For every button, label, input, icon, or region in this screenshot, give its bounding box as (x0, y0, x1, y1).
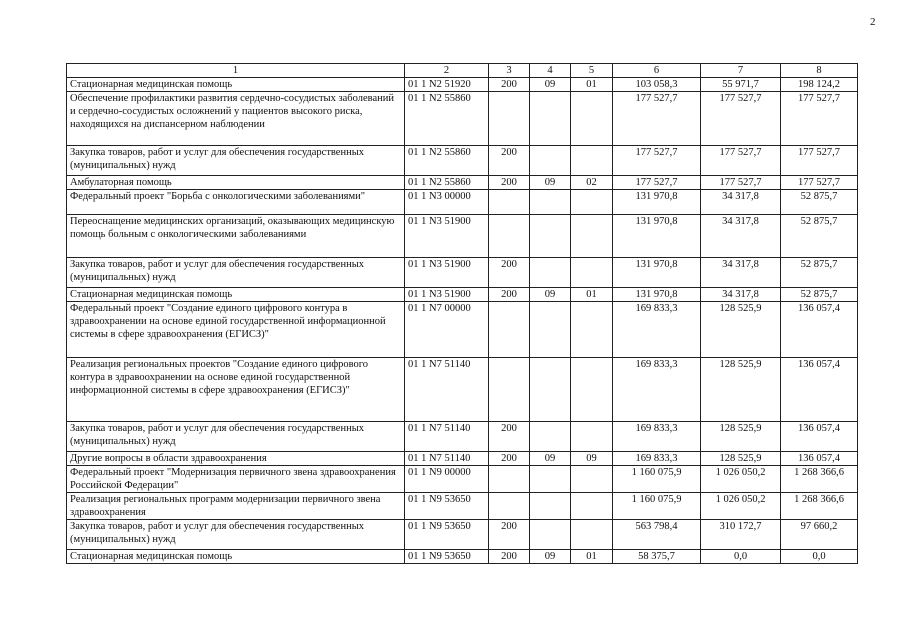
row-year3-cell: 0,0 (781, 550, 858, 564)
row-year1-cell: 177 527,7 (613, 146, 701, 176)
row-csr-cell: 01 1 N3 51900 (405, 215, 489, 258)
row-year1-cell: 169 833,3 (613, 302, 701, 358)
table-row (67, 146, 858, 176)
row-year1-cell: 131 970,8 (613, 258, 701, 288)
row-year3-cell: 52 875,7 (781, 258, 858, 288)
row-name-cell: Закупка товаров, работ и услуг для обеспечения государственных (муниципальных) нужд (67, 422, 405, 452)
row-year3-cell: 52 875,7 (781, 215, 858, 258)
row-csr-cell: 01 1 N3 00000 (405, 190, 489, 215)
header-cell: 4 (530, 64, 571, 78)
row-year3-cell: 1 268 366,6 (781, 493, 858, 520)
row-year2-cell: 34 317,8 (701, 215, 781, 258)
row-csr-cell: 01 1 N9 53650 (405, 493, 489, 520)
row-year1-cell: 131 970,8 (613, 288, 701, 302)
row-pr-cell (571, 146, 613, 176)
row-year3-cell: 136 057,4 (781, 302, 858, 358)
row-vr-cell (489, 493, 530, 520)
row-csr-cell: 01 1 N3 51900 (405, 258, 489, 288)
table-row (67, 422, 858, 452)
table-row (67, 190, 858, 215)
row-name-cell: Федеральный проект "Создание единого цифрового контура в здравоохранении на основе единой государственной информационной системы в сфере здравоохранения (ЕГИСЗ)" (67, 302, 405, 358)
row-name-cell: Закупка товаров, работ и услуг для обеспечения государственных (муниципальных) нужд (67, 146, 405, 176)
row-name-cell: Переоснащение медицинских организаций, оказывающих медицинскую помощь больным с онкологическими заболеваниями (67, 215, 405, 258)
row-pr-cell: 01 (571, 288, 613, 302)
row-rz-cell (530, 92, 571, 146)
row-pr-cell: 02 (571, 176, 613, 190)
row-rz-cell (530, 190, 571, 215)
table-row (67, 452, 858, 466)
row-rz-cell: 09 (530, 288, 571, 302)
row-name-cell: Федеральный проект "Борьба с онкологическими заболеваниями" (67, 190, 405, 215)
row-year3-cell: 177 527,7 (781, 146, 858, 176)
row-pr-cell: 09 (571, 452, 613, 466)
row-year1-cell: 169 833,3 (613, 422, 701, 452)
row-year3-cell: 136 057,4 (781, 452, 858, 466)
row-rz-cell (530, 358, 571, 422)
row-name-cell: Стационарная медицинская помощь (67, 78, 405, 92)
row-name-cell: Стационарная медицинская помощь (67, 550, 405, 564)
row-year3-cell: 1 268 366,6 (781, 466, 858, 493)
row-vr-cell (489, 302, 530, 358)
header-cell: 7 (701, 64, 781, 78)
table-row (67, 493, 858, 520)
row-year2-cell: 34 317,8 (701, 190, 781, 215)
table-row (67, 550, 858, 564)
row-csr-cell: 01 1 N9 53650 (405, 550, 489, 564)
row-year3-cell: 177 527,7 (781, 92, 858, 146)
row-vr-cell (489, 358, 530, 422)
row-rz-cell (530, 302, 571, 358)
row-vr-cell: 200 (489, 146, 530, 176)
header-cell: 1 (67, 64, 405, 78)
row-year3-cell: 52 875,7 (781, 190, 858, 215)
row-year3-cell: 177 527,7 (781, 176, 858, 190)
row-vr-cell: 200 (489, 288, 530, 302)
row-year2-cell: 310 172,7 (701, 520, 781, 550)
table-header-row (67, 64, 858, 78)
table-row (67, 258, 858, 288)
row-vr-cell: 200 (489, 176, 530, 190)
row-year3-cell: 136 057,4 (781, 422, 858, 452)
row-year2-cell: 34 317,8 (701, 288, 781, 302)
row-rz-cell: 09 (530, 550, 571, 564)
row-csr-cell: 01 1 N9 00000 (405, 466, 489, 493)
row-vr-cell: 200 (489, 550, 530, 564)
row-vr-cell (489, 190, 530, 215)
row-year2-cell: 1 026 050,2 (701, 493, 781, 520)
table-row (67, 520, 858, 550)
row-year1-cell: 177 527,7 (613, 176, 701, 190)
row-rz-cell (530, 520, 571, 550)
row-year3-cell: 52 875,7 (781, 288, 858, 302)
row-year2-cell: 177 527,7 (701, 176, 781, 190)
row-rz-cell (530, 466, 571, 493)
row-year2-cell: 128 525,9 (701, 302, 781, 358)
page-number: 2 (870, 16, 876, 28)
row-csr-cell: 01 1 N7 51140 (405, 452, 489, 466)
row-vr-cell: 200 (489, 520, 530, 550)
row-rz-cell (530, 422, 571, 452)
row-name-cell: Закупка товаров, работ и услуг для обеспечения государственных (муниципальных) нужд (67, 258, 405, 288)
row-pr-cell (571, 258, 613, 288)
row-name-cell: Другие вопросы в области здравоохранения (67, 452, 405, 466)
row-rz-cell: 09 (530, 176, 571, 190)
row-pr-cell (571, 520, 613, 550)
row-rz-cell (530, 493, 571, 520)
row-year1-cell: 131 970,8 (613, 190, 701, 215)
row-year2-cell: 128 525,9 (701, 358, 781, 422)
row-year1-cell: 177 527,7 (613, 92, 701, 146)
row-csr-cell: 01 1 N7 51140 (405, 422, 489, 452)
row-name-cell: Федеральный проект "Модернизация первичного звена здравоохранения Российской Федерации" (67, 466, 405, 493)
row-name-cell: Реализация региональных проектов "Создание единого цифрового контура в здравоохранении на основе единой государственной информационной системы в сфере здравоохранения (ЕГИСЗ)" (67, 358, 405, 422)
row-pr-cell (571, 302, 613, 358)
table-row (67, 302, 858, 358)
row-vr-cell: 200 (489, 452, 530, 466)
row-vr-cell (489, 466, 530, 493)
row-year1-cell: 1 160 075,9 (613, 466, 701, 493)
table-row (67, 288, 858, 302)
row-name-cell: Обеспечение профилактики развития сердечно-сосудистых заболеваний и сердечно-сосудистых осложнений у пациентов высокого риска, находящихся на диспансерном наблюдении (67, 92, 405, 146)
row-rz-cell (530, 146, 571, 176)
row-year2-cell: 0,0 (701, 550, 781, 564)
row-rz-cell: 09 (530, 78, 571, 92)
row-year2-cell: 128 525,9 (701, 422, 781, 452)
budget-table (66, 63, 858, 564)
row-year3-cell: 198 124,2 (781, 78, 858, 92)
row-year1-cell: 563 798,4 (613, 520, 701, 550)
row-vr-cell: 200 (489, 422, 530, 452)
row-year2-cell: 1 026 050,2 (701, 466, 781, 493)
row-year1-cell: 103 058,3 (613, 78, 701, 92)
table-row (67, 176, 858, 190)
row-year1-cell: 58 375,7 (613, 550, 701, 564)
row-vr-cell (489, 92, 530, 146)
row-pr-cell (571, 92, 613, 146)
row-csr-cell: 01 1 N9 53650 (405, 520, 489, 550)
header-cell: 8 (781, 64, 858, 78)
row-csr-cell: 01 1 N7 51140 (405, 358, 489, 422)
row-csr-cell: 01 1 N3 51900 (405, 288, 489, 302)
row-vr-cell: 200 (489, 258, 530, 288)
row-year2-cell: 177 527,7 (701, 92, 781, 146)
header-cell: 3 (489, 64, 530, 78)
row-name-cell: Закупка товаров, работ и услуг для обеспечения государственных (муниципальных) нужд (67, 520, 405, 550)
row-pr-cell (571, 190, 613, 215)
header-cell: 6 (613, 64, 701, 78)
row-year1-cell: 1 160 075,9 (613, 493, 701, 520)
header-cell: 5 (571, 64, 613, 78)
row-csr-cell: 01 1 N2 51920 (405, 78, 489, 92)
header-cell: 2 (405, 64, 489, 78)
row-pr-cell (571, 422, 613, 452)
row-pr-cell: 01 (571, 550, 613, 564)
row-year2-cell: 177 527,7 (701, 146, 781, 176)
row-year1-cell: 169 833,3 (613, 358, 701, 422)
row-year2-cell: 34 317,8 (701, 258, 781, 288)
table-row (67, 466, 858, 493)
row-pr-cell (571, 215, 613, 258)
row-csr-cell: 01 1 N2 55860 (405, 146, 489, 176)
row-pr-cell (571, 466, 613, 493)
row-csr-cell: 01 1 N2 55860 (405, 92, 489, 146)
row-pr-cell (571, 493, 613, 520)
row-csr-cell: 01 1 N7 00000 (405, 302, 489, 358)
row-year1-cell: 131 970,8 (613, 215, 701, 258)
row-rz-cell (530, 215, 571, 258)
row-year2-cell: 55 971,7 (701, 78, 781, 92)
row-name-cell: Стационарная медицинская помощь (67, 288, 405, 302)
table-row (67, 78, 858, 92)
table-row (67, 358, 858, 422)
row-vr-cell: 200 (489, 78, 530, 92)
row-csr-cell: 01 1 N2 55860 (405, 176, 489, 190)
row-year1-cell: 169 833,3 (613, 452, 701, 466)
row-year3-cell: 97 660,2 (781, 520, 858, 550)
table-row (67, 215, 858, 258)
table-row (67, 92, 858, 146)
row-rz-cell: 09 (530, 452, 571, 466)
row-pr-cell: 01 (571, 78, 613, 92)
row-pr-cell (571, 358, 613, 422)
row-year2-cell: 128 525,9 (701, 452, 781, 466)
row-year3-cell: 136 057,4 (781, 358, 858, 422)
row-vr-cell (489, 215, 530, 258)
row-rz-cell (530, 258, 571, 288)
row-name-cell: Амбулаторная помощь (67, 176, 405, 190)
row-name-cell: Реализация региональных программ модернизации первичного звена здравоохранения (67, 493, 405, 520)
